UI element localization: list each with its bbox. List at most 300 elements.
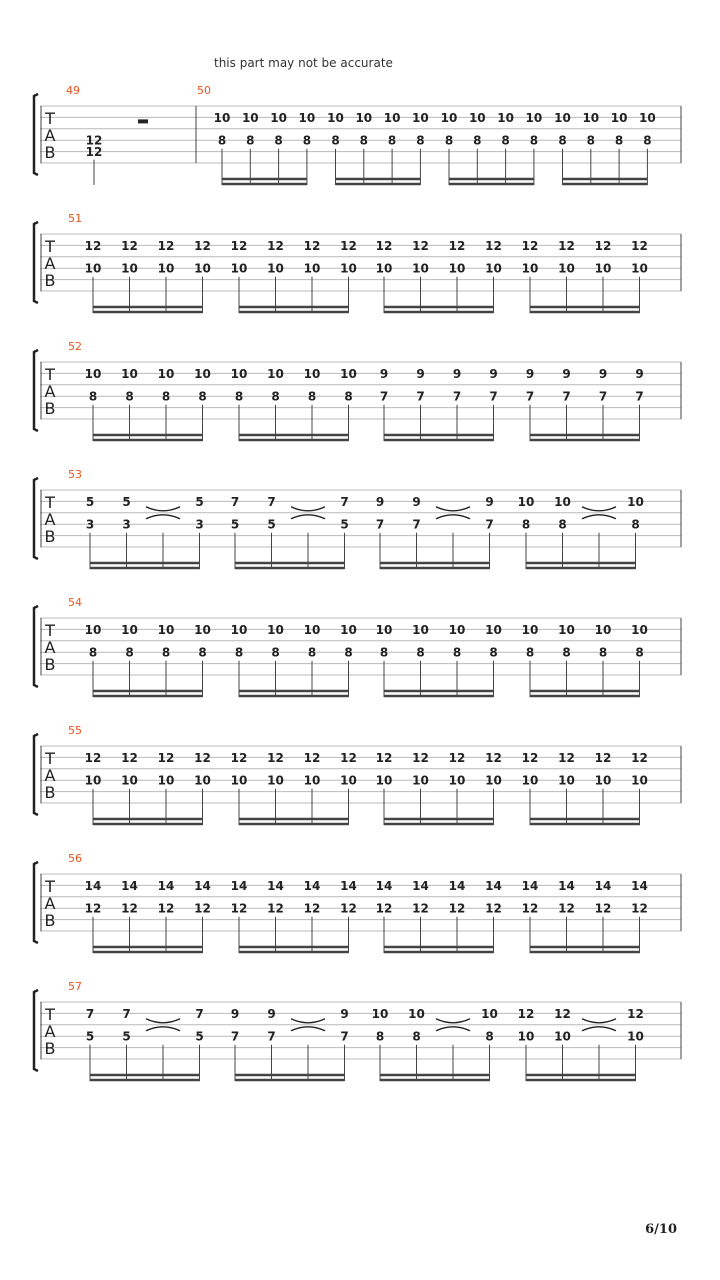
fret-number: 12 [594, 901, 612, 916]
fret-number: 12 [485, 238, 502, 253]
fret-number: 10 [303, 622, 321, 637]
fret-number: 12 [521, 901, 539, 916]
mute-arc [582, 1027, 616, 1031]
tab-clef-letter: T [45, 493, 55, 512]
fret-number: 10 [554, 494, 571, 509]
fret-number: 12 [554, 1006, 571, 1021]
fret-number: 10 [340, 773, 357, 788]
measure-number: 49 [66, 84, 80, 97]
fret-number: 12 [303, 238, 321, 253]
fret-number: 10 [375, 773, 393, 788]
fret-number: 12 [448, 750, 466, 765]
fret-number: 8 [586, 133, 595, 148]
fret-number: 8 [501, 133, 510, 148]
fret-number: 10 [194, 622, 211, 637]
fret-number: 7 [489, 389, 498, 404]
fret-number: 10 [121, 366, 138, 381]
fret-number: 12 [230, 750, 248, 765]
fret-number: 12 [412, 750, 429, 765]
fret-number: 10 [521, 622, 539, 637]
mute-arc [582, 515, 616, 519]
fret-number: 8 [529, 133, 539, 148]
mute-arc [146, 507, 180, 511]
fret-number: 10 [558, 261, 575, 276]
staff-bracket [34, 94, 38, 175]
fret-number: 10 [468, 110, 486, 125]
fret-number: 12 [631, 901, 648, 916]
fret-number: 7 [122, 1006, 131, 1021]
mute-arc [146, 1027, 180, 1031]
fret-number: 8 [125, 389, 134, 404]
fret-number: 7 [379, 389, 389, 404]
fret-number: 12 [485, 750, 502, 765]
fret-number: 7 [267, 1029, 276, 1044]
fret-number: 8 [485, 1029, 494, 1044]
fret-number: 14 [267, 878, 284, 893]
fret-number: 8 [198, 389, 207, 404]
fret-number: 12 [517, 1006, 535, 1021]
fret-number: 10 [267, 261, 284, 276]
fret-number: 12 [412, 238, 429, 253]
fret-number: 5 [85, 1029, 95, 1044]
fret-number: 12 [230, 238, 248, 253]
fret-number: 10 [627, 494, 644, 509]
fret-number: 8 [198, 645, 207, 660]
fret-number: 7 [525, 389, 535, 404]
fret-number: 8 [274, 133, 283, 148]
fret-number: 8 [562, 645, 571, 660]
fret-number: 10 [194, 366, 211, 381]
tab-clef-letter: B [44, 399, 56, 418]
fret-number: 10 [84, 261, 102, 276]
mute-arc [291, 1019, 325, 1023]
tab-clef-letter: T [45, 365, 55, 384]
fret-number: 5 [122, 1029, 131, 1044]
fret-number: 8 [521, 517, 531, 532]
fret-number: 8 [234, 645, 244, 660]
fret-number: 9 [525, 366, 535, 381]
fret-number: 12 [157, 750, 175, 765]
fret-number: 12 [84, 238, 102, 253]
fret-number: 10 [121, 261, 138, 276]
fret-number: 12 [340, 750, 357, 765]
fret-number: 8 [217, 133, 227, 148]
fret-number: 12 [194, 750, 211, 765]
fret-number: 14 [230, 878, 248, 893]
fret-number: 8 [307, 389, 317, 404]
fret-number: 14 [412, 878, 429, 893]
tab-clef-letter: B [44, 1039, 56, 1058]
fret-number: 10 [610, 110, 628, 125]
fret-number: 10 [448, 773, 466, 788]
mute-arc [582, 1019, 616, 1023]
fret-number: 10 [340, 366, 357, 381]
fret-number: 8 [412, 1029, 421, 1044]
fret-number: 9 [340, 1006, 349, 1021]
tab-clef-letter: A [44, 510, 56, 529]
fret-number: 12 [485, 901, 502, 916]
fret-number: 9 [598, 366, 608, 381]
fret-number: 7 [340, 494, 349, 509]
fret-number: 14 [485, 878, 502, 893]
fret-number: 10 [194, 773, 211, 788]
tab-clef-letter: B [44, 655, 56, 674]
tab-clef-letter: A [44, 638, 56, 657]
fret-number: 7 [230, 494, 240, 509]
fret-number: 12 [558, 901, 575, 916]
tab-clef-letter: A [44, 1022, 56, 1041]
fret-number: 9 [267, 1006, 276, 1021]
fret-number: 10 [194, 261, 211, 276]
fret-number: 10 [84, 622, 102, 637]
fret-number: 8 [635, 645, 644, 660]
fret-number: 8 [387, 133, 397, 148]
fret-number: 7 [598, 389, 608, 404]
rest-symbol [138, 119, 148, 123]
fret-number: 12 [121, 750, 138, 765]
staff-bracket [34, 734, 38, 815]
fret-number: 7 [267, 494, 276, 509]
fret-number: 14 [84, 878, 102, 893]
fret-number: 10 [298, 110, 316, 125]
fret-number: 10 [230, 773, 248, 788]
fret-number: 7 [485, 517, 494, 532]
fret-number: 10 [497, 110, 514, 125]
mute-arc [291, 507, 325, 511]
fret-number: 12 [157, 901, 175, 916]
fret-number: 10 [448, 261, 466, 276]
tab-clef-letter: T [45, 621, 55, 640]
fret-number: 10 [554, 1029, 571, 1044]
fret-number: 10 [412, 261, 429, 276]
fret-number: 10 [303, 773, 321, 788]
fret-number: 7 [562, 389, 571, 404]
fret-number: 8 [307, 645, 317, 660]
fret-number: 10 [303, 261, 321, 276]
fret-number: 14 [121, 878, 138, 893]
fret-number: 14 [375, 878, 393, 893]
fret-number: 12 [448, 238, 466, 253]
fret-number: 5 [195, 1029, 204, 1044]
fret-number: 10 [485, 773, 502, 788]
measure-number: 51 [68, 212, 82, 225]
fret-number: 8 [331, 133, 340, 148]
mute-arc [436, 507, 470, 511]
fret-number: 10 [631, 622, 648, 637]
fret-number: 5 [195, 494, 204, 509]
fret-number: 8 [359, 133, 368, 148]
fret-number: 12 [267, 901, 284, 916]
fret-number: 5 [230, 517, 240, 532]
fret-number: 10 [554, 110, 571, 125]
fret-number: 8 [375, 1029, 385, 1044]
fret-number: 7 [375, 517, 385, 532]
fret-number: 5 [122, 494, 131, 509]
tab-clef-letter: B [44, 271, 56, 290]
fret-number: 8 [234, 389, 244, 404]
fret-number: 3 [85, 517, 95, 532]
fret-number: 12 [85, 133, 103, 148]
fret-number: 10 [340, 622, 357, 637]
fret-number: 8 [598, 645, 608, 660]
fret-number: 10 [517, 494, 535, 509]
fret-number: 10 [582, 110, 600, 125]
fret-number: 10 [375, 261, 393, 276]
fret-number: 9 [452, 366, 462, 381]
measure-number: 53 [68, 468, 82, 481]
mute-arc [436, 1027, 470, 1031]
fret-number: 14 [594, 878, 612, 893]
fret-number: 8 [246, 133, 255, 148]
mute-arc [436, 1019, 470, 1023]
fret-number: 12 [448, 901, 466, 916]
measure-number: 57 [68, 980, 82, 993]
fret-number: 10 [558, 622, 575, 637]
fret-number: 8 [379, 645, 389, 660]
fret-number: 12 [627, 1006, 644, 1021]
fret-number: 10 [631, 773, 648, 788]
fret-number: 9 [562, 366, 571, 381]
page-number: 6/10 [645, 1222, 677, 1237]
fret-number: 8 [125, 645, 134, 660]
fret-number: 14 [631, 878, 648, 893]
fret-number: 12 [631, 238, 648, 253]
fret-number: 8 [161, 645, 171, 660]
fret-number: 10 [355, 110, 373, 125]
fret-number: 7 [85, 1006, 95, 1021]
measure-number: 52 [68, 340, 82, 353]
tab-clef-letter: B [44, 783, 56, 802]
fret-number: 10 [157, 773, 175, 788]
fret-number: 10 [383, 110, 401, 125]
fret-number: 10 [121, 773, 138, 788]
fret-number: 12 [558, 750, 575, 765]
tab-clef-letter: A [44, 126, 56, 145]
fret-number: 10 [303, 366, 321, 381]
fret-number: 8 [302, 133, 312, 148]
measure-number: 50 [197, 84, 211, 97]
fret-number: 10 [267, 366, 284, 381]
fret-number: 10 [157, 261, 175, 276]
fret-number: 8 [416, 645, 425, 660]
fret-number: 10 [448, 622, 466, 637]
fret-number: 7 [412, 517, 421, 532]
fret-number: 10 [84, 366, 102, 381]
fret-number: 12 [194, 238, 211, 253]
fret-number: 7 [340, 1029, 349, 1044]
fret-number: 14 [303, 878, 321, 893]
fret-number: 12 [84, 901, 102, 916]
fret-number: 3 [122, 517, 131, 532]
tab-clef-letter: T [45, 1005, 55, 1024]
fret-number: 14 [521, 878, 539, 893]
staff-bracket [34, 222, 38, 303]
fret-number: 12 [121, 901, 138, 916]
mute-arc [582, 507, 616, 511]
fret-number: 12 [375, 901, 393, 916]
tab-clef-letter: A [44, 894, 56, 913]
fret-number: 14 [558, 878, 575, 893]
fret-number: 10 [241, 110, 259, 125]
fret-number: 12 [85, 145, 103, 160]
fret-number: 14 [194, 878, 211, 893]
mute-arc [146, 1019, 180, 1023]
fret-number: 12 [194, 901, 211, 916]
fret-number: 7 [452, 389, 462, 404]
fret-number: 7 [416, 389, 425, 404]
fret-number: 12 [375, 238, 393, 253]
fret-number: 12 [84, 750, 102, 765]
fret-number: 7 [195, 1006, 204, 1021]
staff-bracket [34, 606, 38, 687]
fret-number: 12 [594, 750, 612, 765]
fret-number: 10 [412, 110, 429, 125]
fret-number: 10 [157, 622, 175, 637]
fret-number: 10 [412, 773, 429, 788]
staff-bracket [34, 990, 38, 1071]
fret-number: 10 [270, 110, 287, 125]
fret-number: 8 [88, 645, 98, 660]
fret-number: 14 [340, 878, 357, 893]
fret-number: 10 [375, 622, 393, 637]
fret-number: 8 [88, 389, 98, 404]
fret-number: 10 [412, 622, 429, 637]
fret-number: 8 [558, 133, 567, 148]
fret-number: 10 [440, 110, 458, 125]
tab-clef-letter: A [44, 254, 56, 273]
fret-number: 10 [371, 1006, 389, 1021]
fret-number: 9 [485, 494, 494, 509]
fret-number: 10 [267, 622, 284, 637]
fret-number: 5 [85, 494, 95, 509]
fret-number: 12 [375, 750, 393, 765]
fret-number: 10 [340, 261, 357, 276]
fret-number: 12 [303, 901, 321, 916]
fret-number: 10 [594, 622, 612, 637]
fret-number: 10 [639, 110, 656, 125]
accuracy-note: this part may not be accurate [214, 56, 393, 70]
fret-number: 3 [195, 517, 204, 532]
fret-number: 8 [344, 389, 353, 404]
fret-number: 8 [643, 133, 652, 148]
fret-number: 10 [157, 366, 175, 381]
fret-number: 10 [631, 261, 648, 276]
measure-number: 55 [68, 724, 82, 737]
tab-clef-letter: B [44, 911, 56, 930]
fret-number: 10 [408, 1006, 425, 1021]
fret-number: 8 [416, 133, 425, 148]
fret-number: 7 [635, 389, 644, 404]
fret-number: 12 [631, 750, 648, 765]
tab-clef-letter: A [44, 382, 56, 401]
fret-number: 8 [452, 645, 462, 660]
fret-number: 10 [230, 366, 248, 381]
tab-clef-letter: B [44, 143, 56, 162]
mute-arc [291, 515, 325, 519]
fret-number: 9 [635, 366, 644, 381]
fret-number: 12 [121, 238, 138, 253]
fret-number: 12 [340, 901, 357, 916]
fret-number: 14 [157, 878, 175, 893]
fret-number: 14 [448, 878, 466, 893]
fret-number: 7 [230, 1029, 240, 1044]
staff-bracket [34, 862, 38, 943]
measure-number: 56 [68, 852, 82, 865]
fret-number: 10 [521, 261, 539, 276]
fret-number: 12 [157, 238, 175, 253]
fret-number: 8 [161, 389, 171, 404]
mute-arc [291, 1027, 325, 1031]
fret-number: 10 [521, 773, 539, 788]
fret-number: 10 [627, 1029, 644, 1044]
fret-number: 12 [340, 238, 357, 253]
fret-number: 9 [489, 366, 498, 381]
fret-number: 10 [84, 773, 102, 788]
fret-number: 10 [558, 773, 575, 788]
tab-clef-letter: T [45, 109, 55, 128]
fret-number: 10 [517, 1029, 535, 1044]
fret-number: 10 [594, 773, 612, 788]
fret-number: 8 [631, 517, 640, 532]
fret-number: 8 [614, 133, 624, 148]
fret-number: 8 [489, 645, 498, 660]
mute-arc [146, 515, 180, 519]
fret-number: 10 [121, 622, 138, 637]
fret-number: 9 [230, 1006, 240, 1021]
fret-number: 8 [558, 517, 567, 532]
fret-number: 9 [375, 494, 385, 509]
fret-number: 12 [230, 901, 248, 916]
fret-number: 10 [213, 110, 231, 125]
staff-bracket [34, 350, 38, 431]
fret-number: 8 [271, 645, 280, 660]
fret-number: 8 [444, 133, 454, 148]
fret-number: 9 [416, 366, 425, 381]
fret-number: 9 [379, 366, 389, 381]
fret-number: 10 [485, 261, 502, 276]
fret-number: 10 [267, 773, 284, 788]
tab-clef-letter: A [44, 766, 56, 785]
tab-clef-letter: T [45, 237, 55, 256]
fret-number: 10 [327, 110, 344, 125]
fret-number: 12 [521, 238, 539, 253]
measure-number: 54 [68, 596, 82, 609]
fret-number: 12 [303, 750, 321, 765]
fret-number: 12 [267, 238, 284, 253]
fret-number: 12 [521, 750, 539, 765]
fret-number: 10 [485, 622, 502, 637]
mute-arc [436, 515, 470, 519]
fret-number: 8 [525, 645, 535, 660]
tab-clef-letter: T [45, 877, 55, 896]
fret-number: 12 [267, 750, 284, 765]
tab-clef-letter: T [45, 749, 55, 768]
fret-number: 12 [558, 238, 575, 253]
fret-number: 10 [481, 1006, 498, 1021]
fret-number: 8 [271, 389, 280, 404]
fret-number: 5 [340, 517, 349, 532]
fret-number: 10 [230, 622, 248, 637]
fret-number: 10 [525, 110, 543, 125]
fret-number: 8 [473, 133, 482, 148]
fret-number: 8 [344, 645, 353, 660]
fret-number: 12 [594, 238, 612, 253]
fret-number: 10 [594, 261, 612, 276]
fret-number: 9 [412, 494, 421, 509]
tab-clef-letter: B [44, 527, 56, 546]
fret-number: 12 [412, 901, 429, 916]
fret-number: 5 [267, 517, 276, 532]
